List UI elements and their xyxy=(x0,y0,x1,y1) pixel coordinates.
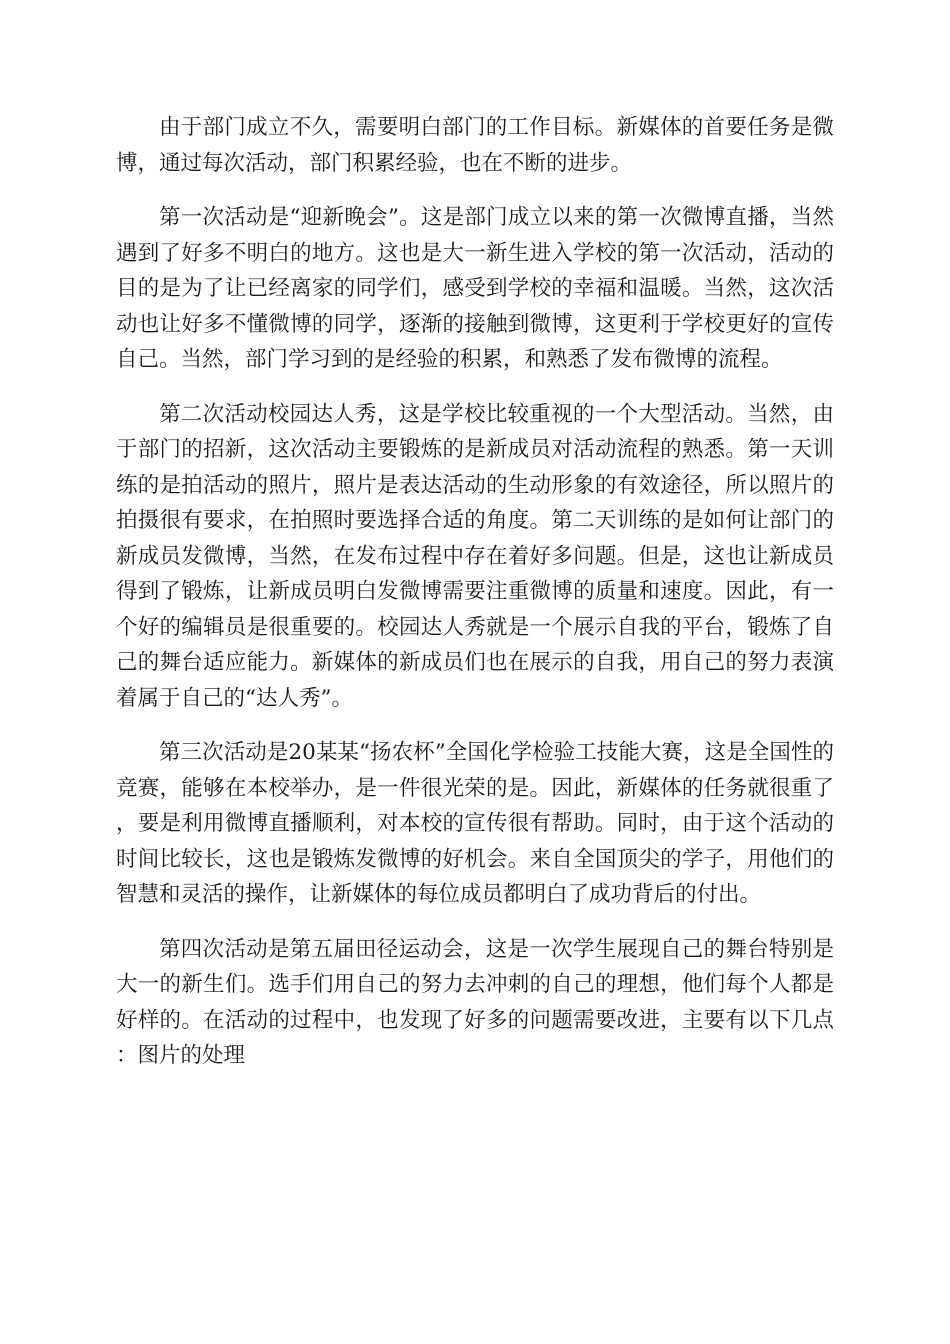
paragraph-activity-2: 第二次活动校园达人秀，这是学校比较重视的一个大型活动。当然，由于部门的招新，这次活动主要锻炼的是新成员对活动流程的熟悉。第一天训练的是拍活动的照片，照片是表达活动的生动形象的有效途径，所以照片的拍摄很有要求，在拍照时要选择合适的角度。第二天训练的是如何让部门的新成员发微博，当然，在发布过程中存在着好多问题。但是，这也让新成员得到了锻炼，让新成员明白发微博需要注重微博的质量和速度。因此，有一个好的编辑员是很重要的。校园达人秀就是一个展示自我的平台，锻炼了自己的舞台适应能力。新媒体的新成员们也在展示的自我，用自己的努力表演着属于自己的“达人秀”。 xyxy=(116,401,834,711)
paragraph-activity-4: 第四次活动是第五届田径运动会，这是一次学生展现自己的舞台特别是大一的新生们。选手们用自己的努力去冲刺的自己的理想，他们每个人都是好样的。在活动的过程中，也发现了好多的问题需要改进，主要有以下几点：图片的处理 xyxy=(116,936,834,1068)
document-body xyxy=(116,110,834,1093)
paragraph-activity-1: 第一次活动是“迎新晚会”。这是部门成立以来的第一次微博直播，当然遇到了好多不明白的地方。这也是大一新生进入学校的第一次活动，活动的目的是为了让已经离家的同学们，感受到学校的幸福和温暖。当然，这次活动也让好多不懂微博的同学，逐渐的接触到微博，这更利于学校更好的宣传自己。当然，部门学习到的是经验的积累，和熟悉了发布微博的流程。 xyxy=(116,205,834,372)
paragraph-department-goals: 由于部门成立不久，需要明白部门的工作目标。新媒体的首要任务是微博，通过每次活动，部门积累经验，也在不断的进步。 xyxy=(116,115,834,176)
paragraph-activity-3: 第三次活动是20某某“扬农杯”全国化学检验工技能大赛，这是全国性的竞赛，能够在本校举办，是一件很光荣的是。因此，新媒体的任务就很重了，要是利用微博直播顺利，对本校的宣传很有帮助。同时，由于这个活动的时间比较长，这也是锻炼发微博的好机会。来自全国顶尖的学子，用他们的智慧和灵活的操作，让新媒体的每位成员都明白了成功背后的付出。 xyxy=(116,740,834,907)
